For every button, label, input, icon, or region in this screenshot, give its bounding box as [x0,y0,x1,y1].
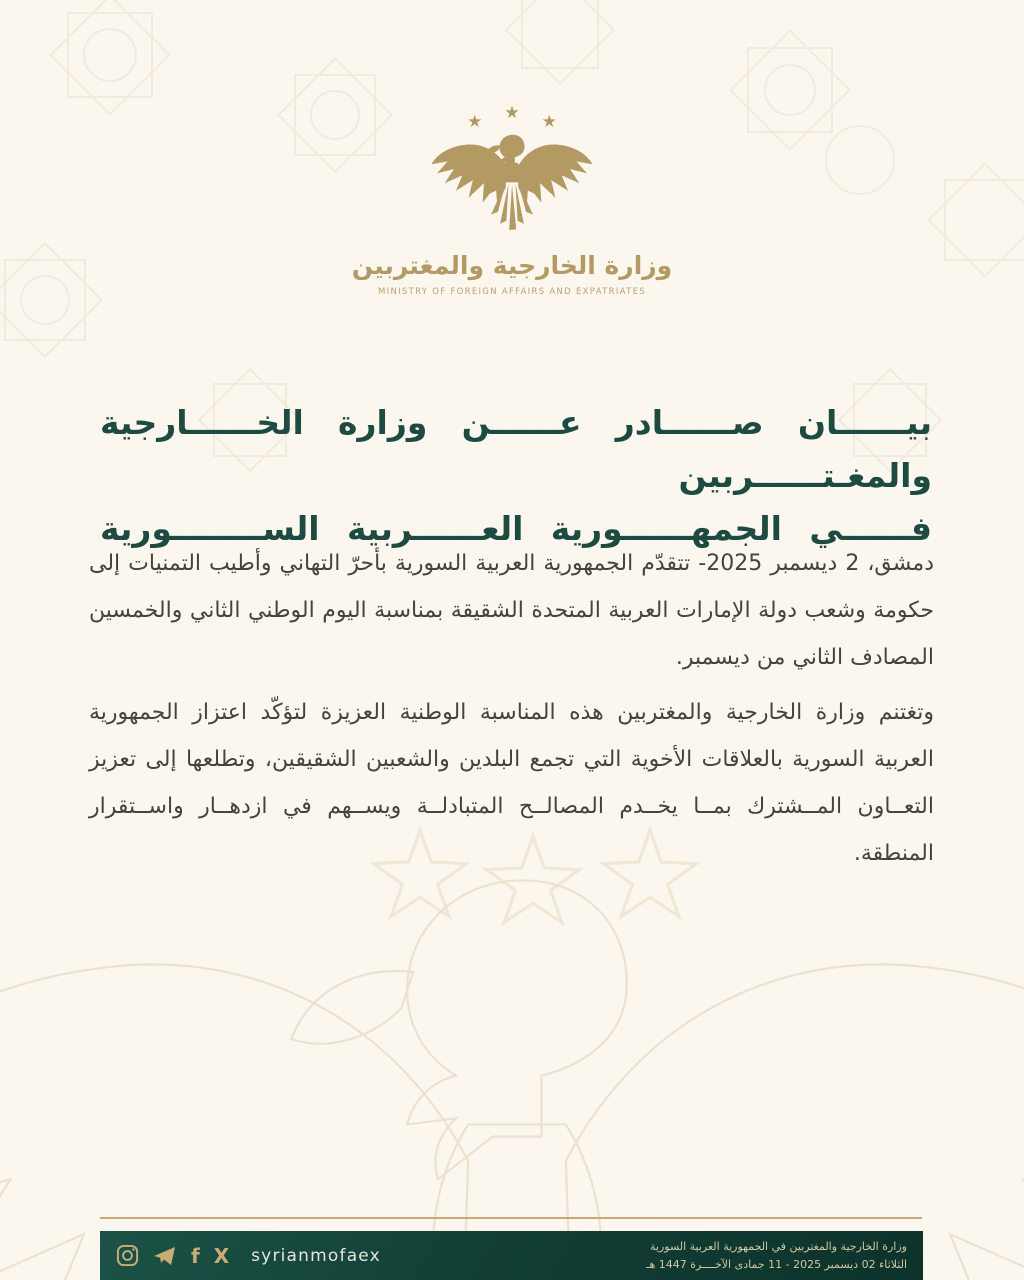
facebook-icon[interactable]: f [191,1243,200,1268]
eagle-icon [428,132,596,251]
statement-title [100,396,932,555]
statement-title-line1: بيــــــان صــــــادر عــــــن وزارة الخــــــارجية والمغـتــــــربين [100,403,932,495]
footer-date-line: الثلاثاء 02 ديسمبر 2025 - 11 جمادى الآخــــرة 1447 هـ [646,1257,907,1271]
eagle-watermark [0,880,1024,1280]
ministry-name-english: MINISTRY OF FOREIGN AFFAIRS AND EXPATRIATES [378,287,646,297]
statement-body [89,540,934,885]
star-icon: ★ [467,112,483,132]
instagram-icon[interactable] [116,1244,139,1267]
statement-paragraph-1: دمشق، 2 ديسمبر 2025- تتقدّم الجمهورية العربية السورية بأحرّ التهاني وأطيب التمنيات إلى حكومة وشعب دولة الإمارات العربية المتحدة الشقيقة بمناسبة اليوم الوطني الثاني والخمسين المصادف الثاني من ديسمبر. [89,551,934,670]
star-icon: ★ [541,112,557,132]
x-icon[interactable]: X [213,1243,230,1268]
statement-paragraph-2: وتغتنم وزارة الخارجية والمغتربين هذه المناسبة الوطنية العزيزة لتؤكّد اعتزاز الجمهورية العربية السورية بالعلاقات الأخوية التي تجمع البلدين والشعبين الشقيقين، وتطلعها إلى تعزيز التعــاون المــشترك بمــا يخــدم المصالــح المتبادلــة ويســهم في ازدهــار واســتقرار المنطقة. [89,700,934,866]
star-icon: ★ [504,103,520,123]
footer-divider [100,1217,922,1219]
footer-bar [100,1231,923,1280]
ministry-emblem [0,103,1024,297]
telegram-icon[interactable] [153,1245,177,1267]
social-icons [116,1244,229,1267]
ministry-calligraphy: وزارة الخارجية والمغتربين [351,251,673,280]
three-stars-icon [0,103,1024,132]
social-handle[interactable]: syrianmofaex [251,1245,381,1266]
footer-info [646,1238,907,1274]
statement-title-line2: فــــــي الجمهــــــورية العــــــربية الســــــــورية [100,509,932,548]
footer-ministry-line: وزارة الخارجية والمغتربين في الجمهورية العربية السورية [649,1239,907,1253]
